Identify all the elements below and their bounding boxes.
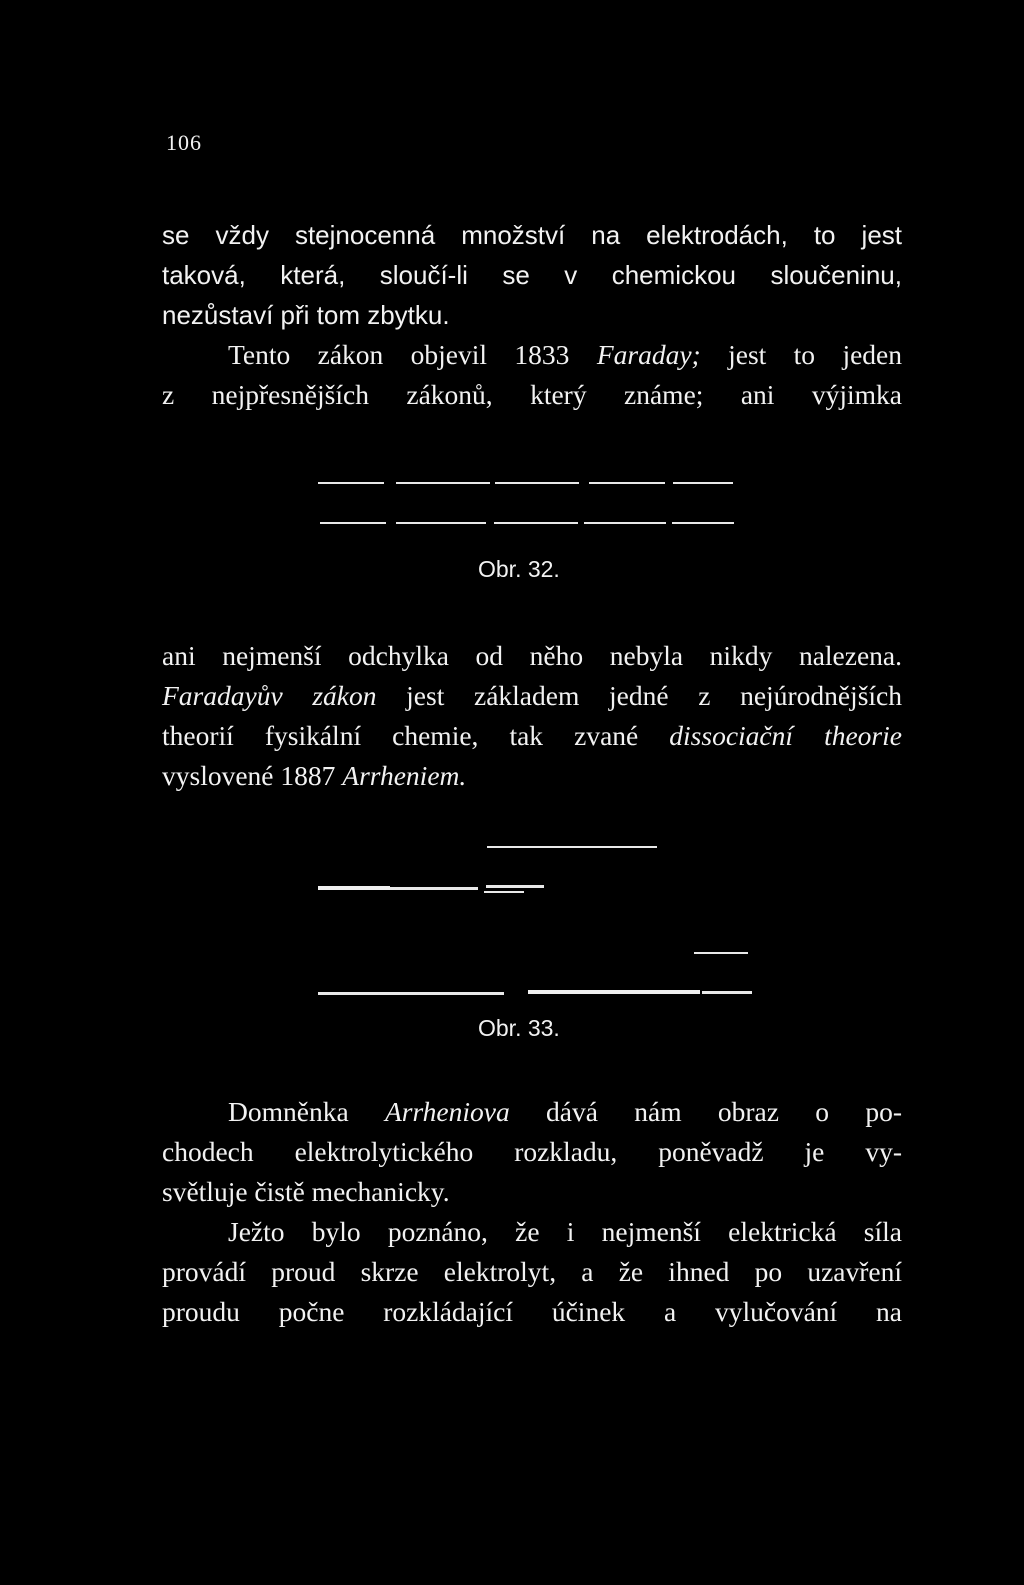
text-line: nezůstaví při tom zbytku.	[162, 300, 450, 330]
figure-bar	[318, 886, 390, 890]
text-line	[162, 716, 902, 756]
figure-caption: Obr. 33.	[478, 1015, 560, 1041]
text-span: theorií fysikální chemie, tak zvané	[162, 720, 670, 751]
text-line: z nejpřesnějších zákonů, který známe; ani výjimka	[162, 379, 902, 410]
text-span: vyslovené 1887	[162, 760, 343, 791]
figure-bar	[396, 522, 486, 524]
figure-bar	[495, 482, 579, 484]
text-line: proudu počne rozkládající účinek a vylučování na	[162, 1296, 902, 1327]
figure-bar	[589, 482, 665, 484]
paragraph-block-middle	[162, 636, 902, 796]
text-span: jest základem jedné z nejúrodnějších	[376, 680, 902, 711]
figure-bar	[487, 846, 657, 848]
figure-bar	[494, 522, 578, 524]
figure-bar	[486, 885, 544, 888]
term-italic: Faradayův zákon	[162, 680, 377, 711]
figure-bar	[673, 482, 733, 484]
text-span: dává nám obraz o po-	[509, 1096, 902, 1127]
text-line: taková, která, sloučí-li se v chemickou sloučeninu,	[162, 260, 902, 290]
paragraph-block-bottom	[162, 1092, 902, 1332]
page-number: 106	[166, 130, 202, 155]
text-line: se vždy stejnocenná množství na elektrodách, to jest	[162, 220, 902, 250]
figure-bar	[484, 891, 524, 893]
figure-bar	[702, 991, 752, 994]
text-line: Ježto bylo poznáno, že i nejmenší elektrická síla	[228, 1216, 902, 1247]
figure-bar	[318, 482, 384, 484]
text-line: světluje čistě mechanicky.	[162, 1176, 450, 1207]
text-span: Domněnka	[228, 1096, 385, 1127]
text-line: chodech elektrolytického rozkladu, poněvadž je vy-	[162, 1136, 902, 1167]
term-italic: dissociační theorie	[669, 720, 902, 751]
text-line	[162, 1092, 902, 1132]
text-line	[162, 335, 902, 375]
figure-bar	[528, 990, 700, 994]
text-line	[162, 756, 902, 796]
figure-caption: Obr. 32.	[478, 556, 560, 582]
text-span: Tento zákon objevil 1833	[228, 339, 597, 370]
figure-bar	[390, 887, 478, 890]
paragraph-block-top	[162, 215, 902, 415]
text-line: ani nejmenší odchylka od něho nebyla nikdy nalezena.	[162, 640, 902, 671]
figure-bar	[694, 952, 748, 954]
person-name: Faraday;	[596, 339, 701, 370]
person-name: Arrheniem.	[342, 760, 467, 791]
text-span: jest to jeden	[700, 339, 902, 370]
figure-bar	[396, 482, 490, 484]
figure-bar	[320, 522, 386, 524]
text-line	[162, 676, 902, 716]
person-name: Arrheniova	[384, 1096, 510, 1127]
text-line: provádí proud skrze elektrolyt, a že ihned po uzavření	[162, 1256, 902, 1287]
figure-bar	[672, 522, 734, 524]
figure-bar	[584, 522, 666, 524]
figure-bar	[318, 992, 504, 995]
